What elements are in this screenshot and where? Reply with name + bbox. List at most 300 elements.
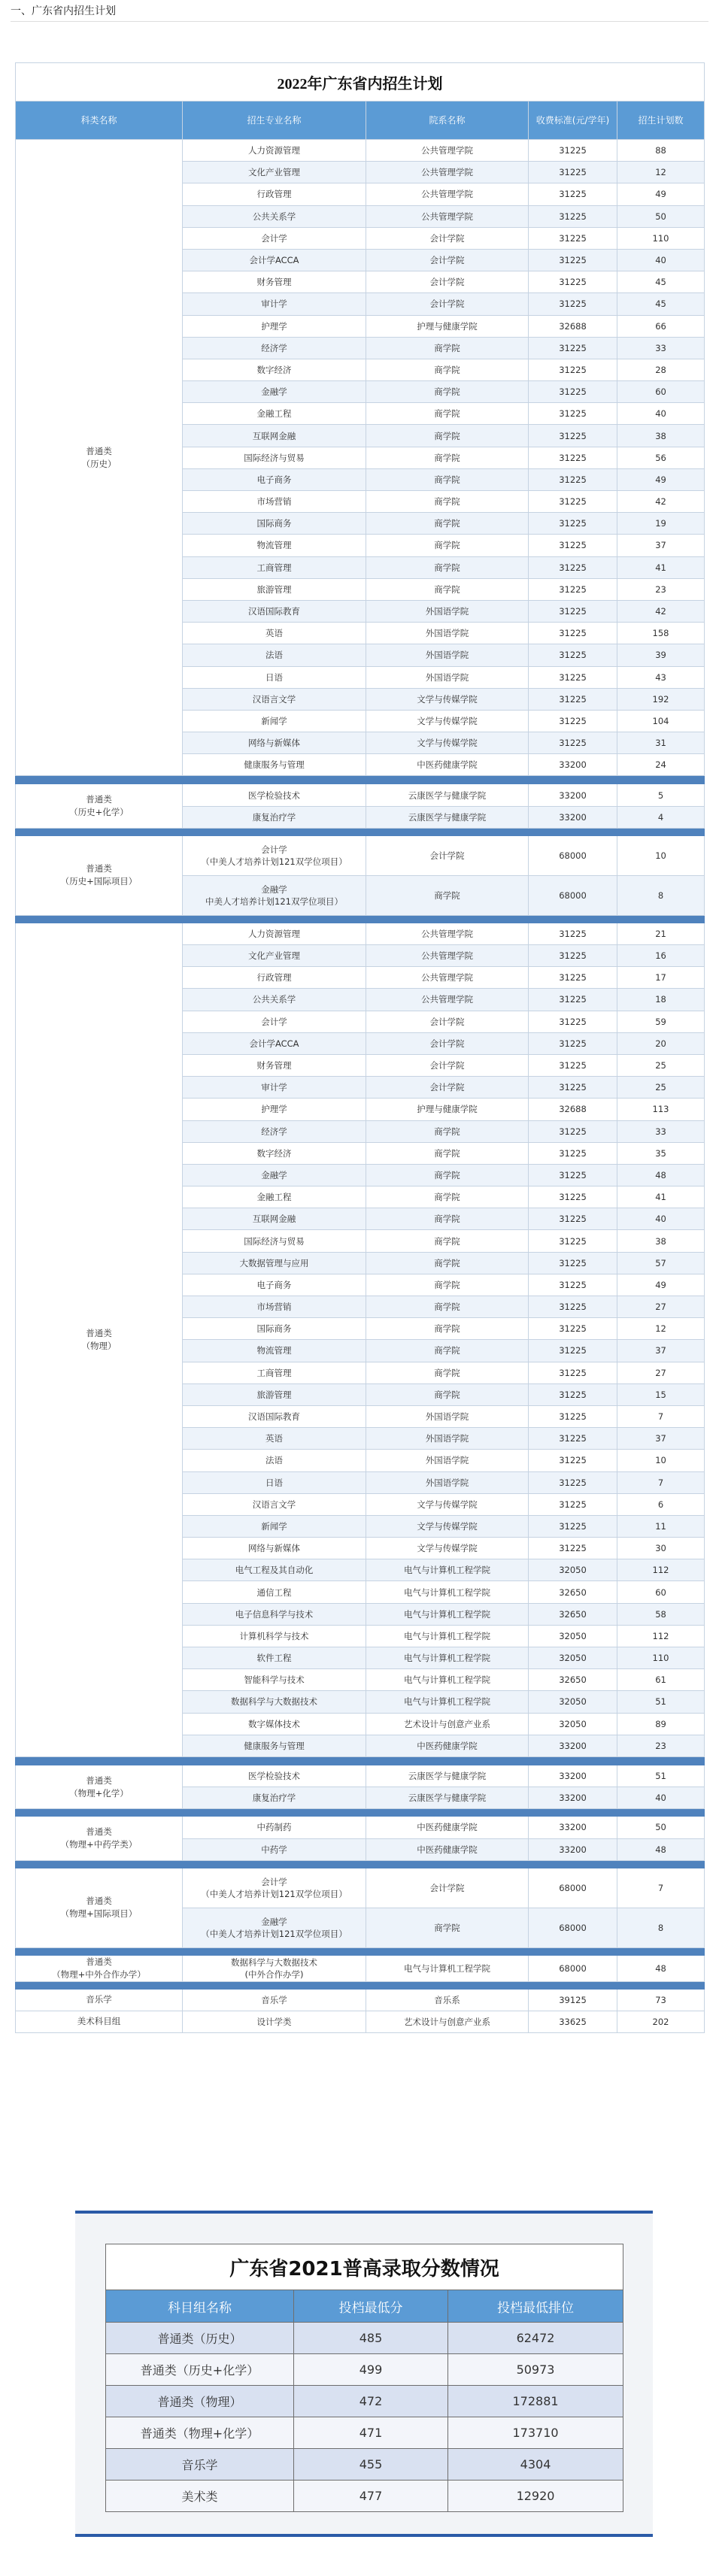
major-cell: 数据科学与大数据技术 — [183, 1691, 366, 1713]
department-cell: 会计学院 — [366, 293, 529, 315]
tuition-cell: 68000 — [529, 1955, 617, 1981]
quota-cell: 40 — [617, 403, 705, 425]
tuition-cell: 31225 — [529, 1164, 617, 1186]
quota-cell: 41 — [617, 556, 705, 578]
department-cell: 公共管理学院 — [366, 140, 529, 162]
tuition-cell: 32050 — [529, 1691, 617, 1713]
quota-cell: 18 — [617, 989, 705, 1011]
min-rank-cell: 172881 — [448, 2386, 623, 2417]
min-rank-cell: 173710 — [448, 2417, 623, 2449]
major-cell: 国际商务 — [183, 513, 366, 535]
tuition-cell: 31225 — [529, 183, 617, 205]
tuition-cell: 39125 — [529, 1989, 617, 2011]
tuition-cell: 31225 — [529, 447, 617, 468]
major-cell: 市场营销 — [183, 1296, 366, 1318]
tuition-cell: 31225 — [529, 1252, 617, 1274]
major-cell: 人力资源管理 — [183, 140, 366, 162]
quota-cell: 48 — [617, 1838, 705, 1860]
department-cell: 会计学院 — [366, 1868, 529, 1908]
department-cell: 公共管理学院 — [366, 205, 529, 227]
group-separator-bar — [16, 776, 705, 784]
department-cell: 商学院 — [366, 337, 529, 359]
plan-group — [16, 835, 705, 915]
department-cell: 商学院 — [366, 491, 529, 513]
quota-cell: 23 — [617, 578, 705, 600]
category-cell: 普通类 （物理+中外合作办学） — [16, 1955, 183, 1981]
group-separator-bar — [16, 1809, 705, 1817]
quota-cell: 25 — [617, 1077, 705, 1099]
major-cell: 网络与新媒体 — [183, 732, 366, 754]
major-cell: 新闻学 — [183, 710, 366, 732]
major-cell: 工商管理 — [183, 556, 366, 578]
plan-group — [16, 1955, 705, 1981]
quota-cell: 192 — [617, 688, 705, 710]
department-cell: 中医药健康学院 — [366, 1735, 529, 1756]
header-category: 科类名称 — [16, 102, 183, 140]
quota-cell: 10 — [617, 835, 705, 875]
department-cell: 公共管理学院 — [366, 967, 529, 989]
department-cell: 商学院 — [366, 1120, 529, 1142]
quota-cell: 11 — [617, 1515, 705, 1537]
tuition-cell: 32050 — [529, 1559, 617, 1581]
department-cell: 文学与传媒学院 — [366, 688, 529, 710]
department-cell: 护理与健康学院 — [366, 315, 529, 337]
group-separator — [16, 1947, 705, 1955]
min-rank-cell: 62472 — [448, 2323, 623, 2354]
quota-cell: 88 — [617, 140, 705, 162]
major-cell: 智能科学与技术 — [183, 1669, 366, 1691]
quota-cell: 42 — [617, 491, 705, 513]
quota-cell: 158 — [617, 623, 705, 644]
quota-cell: 8 — [617, 1908, 705, 1947]
department-cell: 中医药健康学院 — [366, 1838, 529, 1860]
tuition-cell: 31225 — [529, 162, 617, 183]
min-score-cell: 471 — [294, 2417, 448, 2449]
plan-group — [16, 1817, 705, 1860]
department-cell: 商学院 — [366, 535, 529, 556]
quota-cell: 17 — [617, 967, 705, 989]
department-cell: 会计学院 — [366, 271, 529, 293]
department-cell: 外国语学院 — [366, 1405, 529, 1427]
tuition-cell: 31225 — [529, 710, 617, 732]
department-cell: 云康医学与健康学院 — [366, 1787, 529, 1809]
quota-cell: 5 — [617, 784, 705, 806]
enrollment-plan-table — [15, 62, 705, 2033]
major-cell: 物流管理 — [183, 535, 366, 556]
quota-cell: 60 — [617, 381, 705, 403]
scores-header-group: 科目组名称 — [106, 2290, 294, 2323]
tuition-cell: 31225 — [529, 227, 617, 249]
major-cell: 金融学 中美人才培养计划121双学位项目） — [183, 875, 366, 915]
department-cell: 外国语学院 — [366, 623, 529, 644]
department-cell: 会计学院 — [366, 1054, 529, 1076]
quota-cell: 48 — [617, 1164, 705, 1186]
department-cell: 商学院 — [366, 381, 529, 403]
tuition-cell: 31225 — [529, 1186, 617, 1208]
tuition-cell: 31225 — [529, 989, 617, 1011]
quota-cell: 42 — [617, 600, 705, 622]
section-divider — [11, 21, 708, 22]
plan-group — [16, 140, 705, 776]
min-score-cell: 485 — [294, 2323, 448, 2354]
tuition-cell: 31225 — [529, 1230, 617, 1252]
department-cell: 电气与计算机工程学院 — [366, 1691, 529, 1713]
major-cell: 金融学 — [183, 381, 366, 403]
department-cell: 商学院 — [366, 1208, 529, 1230]
tuition-cell: 31225 — [529, 945, 617, 967]
quota-cell: 49 — [617, 183, 705, 205]
quota-cell: 7 — [617, 1405, 705, 1427]
quota-cell: 7 — [617, 1471, 705, 1493]
department-cell: 公共管理学院 — [366, 945, 529, 967]
group-separator-bar — [16, 1947, 705, 1955]
quota-cell: 45 — [617, 271, 705, 293]
tuition-cell: 68000 — [529, 1908, 617, 1947]
quota-cell: 49 — [617, 1274, 705, 1296]
category-cell: 音乐学 — [16, 1989, 183, 2011]
department-cell: 电气与计算机工程学院 — [366, 1669, 529, 1691]
scores-table-title: 广东省2021普高录取分数情况 — [106, 2244, 623, 2290]
quota-cell: 6 — [617, 1493, 705, 1515]
quota-cell: 48 — [617, 1955, 705, 1981]
department-cell: 会计学院 — [366, 835, 529, 875]
major-cell: 通信工程 — [183, 1581, 366, 1603]
plan-group — [16, 2011, 705, 2032]
tuition-cell: 31225 — [529, 359, 617, 380]
quota-cell: 104 — [617, 710, 705, 732]
major-cell: 行政管理 — [183, 967, 366, 989]
department-cell: 商学院 — [366, 1164, 529, 1186]
tuition-cell: 31225 — [529, 205, 617, 227]
department-cell: 电气与计算机工程学院 — [366, 1581, 529, 1603]
admission-scores-table — [105, 2244, 623, 2512]
department-cell: 商学院 — [366, 1340, 529, 1362]
plan-group — [16, 1765, 705, 1808]
department-cell: 商学院 — [366, 359, 529, 380]
tuition-cell: 68000 — [529, 835, 617, 875]
min-rank-cell: 50973 — [448, 2354, 623, 2386]
quota-cell: 12 — [617, 162, 705, 183]
department-cell: 艺术设计与创意产业系 — [366, 1713, 529, 1735]
major-cell: 康复治疗学 — [183, 806, 366, 828]
major-cell: 大数据管理与应用 — [183, 1252, 366, 1274]
score-group-cell: 普通类（物理） — [106, 2386, 294, 2417]
tuition-cell: 31225 — [529, 1274, 617, 1296]
quota-cell: 30 — [617, 1538, 705, 1559]
quota-cell: 23 — [617, 1735, 705, 1756]
tuition-cell: 31225 — [529, 1450, 617, 1471]
quota-cell: 45 — [617, 293, 705, 315]
tuition-cell: 31225 — [529, 1340, 617, 1362]
department-cell: 公共管理学院 — [366, 162, 529, 183]
major-cell: 汉语言文学 — [183, 1493, 366, 1515]
tuition-cell: 33200 — [529, 754, 617, 776]
department-cell: 商学院 — [366, 1908, 529, 1947]
tuition-cell: 33200 — [529, 1787, 617, 1809]
department-cell: 外国语学院 — [366, 666, 529, 688]
tuition-cell: 31225 — [529, 1208, 617, 1230]
major-cell: 电子信息科学与技术 — [183, 1603, 366, 1625]
quota-cell: 60 — [617, 1581, 705, 1603]
quota-cell: 50 — [617, 1817, 705, 1838]
tuition-cell: 32650 — [529, 1603, 617, 1625]
quota-cell: 113 — [617, 1099, 705, 1120]
table-row — [16, 784, 705, 806]
table-row — [106, 2417, 623, 2449]
tuition-cell: 31225 — [529, 666, 617, 688]
department-cell: 商学院 — [366, 1318, 529, 1340]
tuition-cell: 33200 — [529, 1838, 617, 1860]
department-cell: 外国语学院 — [366, 600, 529, 622]
department-cell: 外国语学院 — [366, 1471, 529, 1493]
major-cell: 会计学 — [183, 227, 366, 249]
major-cell: 会计学 （中美人才培养计划121双学位项目） — [183, 835, 366, 875]
table-row — [16, 1817, 705, 1838]
department-cell: 商学院 — [366, 513, 529, 535]
tuition-cell: 32688 — [529, 315, 617, 337]
major-cell: 网络与新媒体 — [183, 1538, 366, 1559]
major-cell: 文化产业管理 — [183, 162, 366, 183]
tuition-cell: 32050 — [529, 1713, 617, 1735]
group-separator-bar — [16, 1860, 705, 1868]
tuition-cell: 32688 — [529, 1099, 617, 1120]
department-cell: 商学院 — [366, 556, 529, 578]
department-cell: 商学院 — [366, 1142, 529, 1164]
table-row — [106, 2354, 623, 2386]
tuition-cell: 31225 — [529, 513, 617, 535]
plan-group — [16, 1989, 705, 2011]
tuition-cell: 33200 — [529, 1817, 617, 1838]
quota-cell: 38 — [617, 425, 705, 447]
min-score-cell: 472 — [294, 2386, 448, 2417]
major-cell: 英语 — [183, 623, 366, 644]
tuition-cell: 31225 — [529, 140, 617, 162]
score-group-cell: 普通类（历史+化学） — [106, 2354, 294, 2386]
group-separator — [16, 828, 705, 835]
category-cell: 普通类 （物理） — [16, 923, 183, 1756]
department-cell: 艺术设计与创意产业系 — [366, 2011, 529, 2032]
quota-cell: 40 — [617, 1787, 705, 1809]
quota-cell: 16 — [617, 945, 705, 967]
department-cell: 音乐系 — [366, 1989, 529, 2011]
tuition-cell: 31225 — [529, 644, 617, 666]
major-cell: 康复治疗学 — [183, 1787, 366, 1809]
quota-cell: 27 — [617, 1362, 705, 1383]
group-separator — [16, 1756, 705, 1765]
department-cell: 电气与计算机工程学院 — [366, 1955, 529, 1981]
quota-cell: 8 — [617, 875, 705, 915]
quota-cell: 89 — [617, 1713, 705, 1735]
category-cell: 普通类 （历史+国际项目） — [16, 835, 183, 915]
group-separator — [16, 1860, 705, 1868]
tuition-cell: 33200 — [529, 806, 617, 828]
group-separator-bar — [16, 915, 705, 923]
quota-cell: 41 — [617, 1186, 705, 1208]
quota-cell: 39 — [617, 644, 705, 666]
tuition-cell: 31225 — [529, 491, 617, 513]
major-cell: 日语 — [183, 1471, 366, 1493]
tuition-cell: 31225 — [529, 688, 617, 710]
major-cell: 中药制药 — [183, 1817, 366, 1838]
major-cell: 汉语国际教育 — [183, 1405, 366, 1427]
department-cell: 商学院 — [366, 1274, 529, 1296]
group-separator-bar — [16, 1756, 705, 1765]
department-cell: 中医药健康学院 — [366, 1817, 529, 1838]
major-cell: 公共关系学 — [183, 205, 366, 227]
tuition-cell: 31225 — [529, 1428, 617, 1450]
quota-cell: 49 — [617, 468, 705, 490]
tuition-cell: 31225 — [529, 293, 617, 315]
quota-cell: 110 — [617, 1647, 705, 1669]
quota-cell: 66 — [617, 315, 705, 337]
quota-cell: 73 — [617, 1989, 705, 2011]
header-tuition: 收费标准(元/学年) — [529, 102, 617, 140]
department-cell: 外国语学院 — [366, 644, 529, 666]
major-cell: 法语 — [183, 644, 366, 666]
major-cell: 文化产业管理 — [183, 945, 366, 967]
tuition-cell: 31225 — [529, 1120, 617, 1142]
tuition-cell: 31225 — [529, 425, 617, 447]
quota-cell: 7 — [617, 1868, 705, 1908]
category-cell: 普通类 （物理+化学） — [16, 1765, 183, 1808]
major-cell: 财务管理 — [183, 271, 366, 293]
major-cell: 工商管理 — [183, 1362, 366, 1383]
major-cell: 经济学 — [183, 337, 366, 359]
quota-cell: 59 — [617, 1011, 705, 1032]
tuition-cell: 31225 — [529, 381, 617, 403]
group-separator-bar — [16, 1981, 705, 1989]
major-cell: 医学检验技术 — [183, 1765, 366, 1787]
tuition-cell: 31225 — [529, 1296, 617, 1318]
quota-cell: 12 — [617, 1318, 705, 1340]
table-row — [16, 1989, 705, 2011]
department-cell: 会计学院 — [366, 1077, 529, 1099]
table-row — [16, 1955, 705, 1981]
tuition-cell: 33625 — [529, 2011, 617, 2032]
tuition-cell: 31225 — [529, 1515, 617, 1537]
department-cell: 商学院 — [366, 1296, 529, 1318]
major-cell: 国际经济与贸易 — [183, 1230, 366, 1252]
table-row — [16, 1868, 705, 1908]
quota-cell: 57 — [617, 1252, 705, 1274]
quota-cell: 33 — [617, 1120, 705, 1142]
major-cell: 数字经济 — [183, 1142, 366, 1164]
score-group-cell: 音乐学 — [106, 2449, 294, 2481]
tuition-cell: 68000 — [529, 875, 617, 915]
min-rank-cell: 4304 — [448, 2449, 623, 2481]
major-cell: 健康服务与管理 — [183, 1735, 366, 1756]
major-cell: 护理学 — [183, 1099, 366, 1120]
quota-cell: 37 — [617, 1428, 705, 1450]
quota-cell: 61 — [617, 1669, 705, 1691]
quota-cell: 202 — [617, 2011, 705, 2032]
quota-cell: 27 — [617, 1296, 705, 1318]
department-cell: 公共管理学院 — [366, 923, 529, 944]
major-cell: 数字经济 — [183, 359, 366, 380]
table-row — [16, 835, 705, 875]
tuition-cell: 31225 — [529, 732, 617, 754]
department-cell: 云康医学与健康学院 — [366, 806, 529, 828]
tuition-cell: 31225 — [529, 535, 617, 556]
major-cell: 金融学 （中美人才培养计划121双学位项目） — [183, 1908, 366, 1947]
major-cell: 互联网金融 — [183, 425, 366, 447]
major-cell: 财务管理 — [183, 1054, 366, 1076]
category-cell: 普通类 （物理+国际项目） — [16, 1868, 183, 1947]
major-cell: 会计学ACCA — [183, 249, 366, 271]
department-cell: 商学院 — [366, 1252, 529, 1274]
quota-cell: 20 — [617, 1032, 705, 1054]
major-cell: 电气工程及其自动化 — [183, 1559, 366, 1581]
department-cell: 会计学院 — [366, 1032, 529, 1054]
plan-table-title: 2022年广东省内招生计划 — [16, 63, 705, 102]
major-cell: 英语 — [183, 1428, 366, 1450]
major-cell: 旅游管理 — [183, 1383, 366, 1405]
score-group-cell: 普通类（历史） — [106, 2323, 294, 2354]
header-department: 院系名称 — [366, 102, 529, 140]
quota-cell: 50 — [617, 205, 705, 227]
quota-cell: 15 — [617, 1383, 705, 1405]
department-cell: 电气与计算机工程学院 — [366, 1603, 529, 1625]
tuition-cell: 31225 — [529, 1318, 617, 1340]
quota-cell: 10 — [617, 1450, 705, 1471]
tuition-cell: 32050 — [529, 1647, 617, 1669]
tuition-cell: 31225 — [529, 600, 617, 622]
major-cell: 金融学 — [183, 1164, 366, 1186]
tuition-cell: 31225 — [529, 337, 617, 359]
department-cell: 会计学院 — [366, 227, 529, 249]
major-cell: 公共关系学 — [183, 989, 366, 1011]
major-cell: 国际商务 — [183, 1318, 366, 1340]
tuition-cell: 32050 — [529, 1625, 617, 1647]
scores-header-min-score: 投档最低分 — [294, 2290, 448, 2323]
tuition-cell: 33200 — [529, 784, 617, 806]
quota-cell: 31 — [617, 732, 705, 754]
major-cell: 电子商务 — [183, 1274, 366, 1296]
quota-cell: 56 — [617, 447, 705, 468]
quota-cell: 110 — [617, 227, 705, 249]
department-cell: 文学与传媒学院 — [366, 1538, 529, 1559]
quota-cell: 51 — [617, 1691, 705, 1713]
department-cell: 文学与传媒学院 — [366, 710, 529, 732]
tuition-cell: 68000 — [529, 1868, 617, 1908]
quota-cell: 37 — [617, 535, 705, 556]
quota-cell: 28 — [617, 359, 705, 380]
major-cell: 金融工程 — [183, 403, 366, 425]
major-cell: 互联网金融 — [183, 1208, 366, 1230]
major-cell: 会计学ACCA — [183, 1032, 366, 1054]
major-cell: 护理学 — [183, 315, 366, 337]
scores-header-min-rank: 投档最低排位 — [448, 2290, 623, 2323]
quota-cell: 40 — [617, 1208, 705, 1230]
quota-cell: 37 — [617, 1340, 705, 1362]
department-cell: 会计学院 — [366, 249, 529, 271]
table-row — [16, 923, 705, 944]
plan-group — [16, 784, 705, 828]
department-cell: 商学院 — [366, 1383, 529, 1405]
major-cell: 法语 — [183, 1450, 366, 1471]
major-cell: 金融工程 — [183, 1186, 366, 1208]
header-major: 招生专业名称 — [183, 102, 366, 140]
tuition-cell: 32650 — [529, 1669, 617, 1691]
department-cell: 外国语学院 — [366, 1428, 529, 1450]
tuition-cell: 31225 — [529, 1362, 617, 1383]
category-cell: 普通类 （历史） — [16, 140, 183, 776]
major-cell: 会计学 — [183, 1011, 366, 1032]
tuition-cell: 31225 — [529, 468, 617, 490]
department-cell: 商学院 — [366, 425, 529, 447]
department-cell: 外国语学院 — [366, 1450, 529, 1471]
section-heading: 一、广东省内招生计划 — [11, 5, 116, 17]
